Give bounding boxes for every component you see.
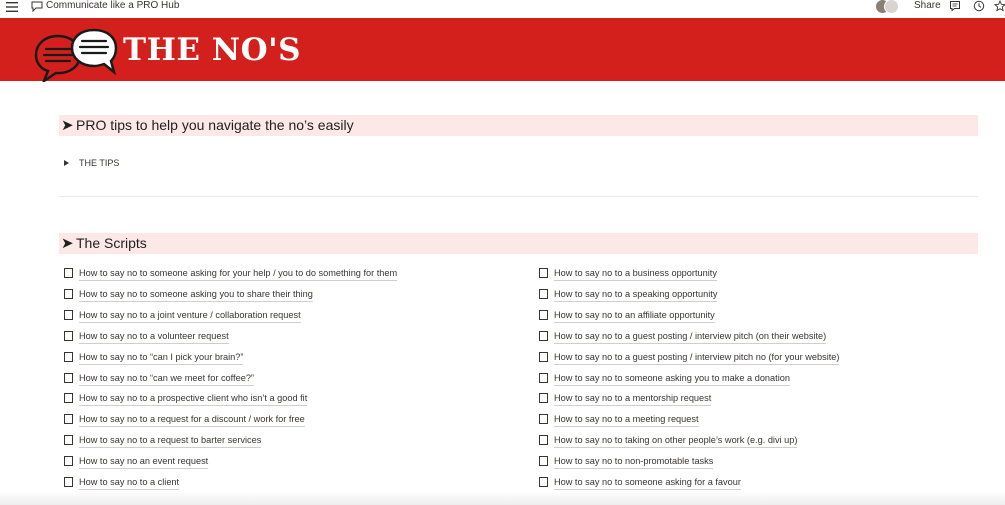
checkbox[interactable]	[539, 352, 548, 362]
script-link[interactable]: How to say no to someone asking for your help / you to do something for them	[79, 266, 397, 281]
script-link[interactable]: How to say no to a prospective client who isn’t a good fit	[79, 391, 307, 406]
arrow-icon: ➤	[61, 235, 74, 252]
speech-bubbles-logo	[34, 28, 118, 82]
checkbox[interactable]	[539, 331, 548, 341]
script-link[interactable]: How to say no to a joint venture / collaboration request	[79, 308, 301, 323]
breadcrumb-page-title[interactable]: Communicate like a PRO Hub	[46, 0, 180, 11]
checkbox[interactable]	[64, 331, 73, 341]
checkbox[interactable]	[64, 393, 73, 403]
speech-bubble-icon	[31, 0, 43, 12]
checkbox[interactable]	[539, 289, 548, 299]
script-link[interactable]: How to say no to taking on other people’s work (e.g. divi up)	[554, 433, 797, 448]
script-link[interactable]: How to say no to a client	[79, 475, 179, 490]
script-link[interactable]: How to say no to “can we meet for coffee?”	[79, 371, 254, 386]
scripts-heading-text: The Scripts	[76, 235, 147, 251]
checkbox[interactable]	[64, 373, 73, 383]
script-link[interactable]: How to say no to non-promotable tasks	[554, 454, 713, 469]
star-icon[interactable]	[994, 0, 1005, 12]
comment-icon[interactable]	[949, 0, 961, 12]
checkbox[interactable]	[64, 289, 73, 299]
tips-heading-text: PRO tips to help you navigate the no’s easily	[76, 117, 354, 133]
script-link[interactable]: How to say no to a mentorship request	[554, 391, 711, 406]
script-link[interactable]: How to say no to a guest posting / interview pitch (on their website)	[554, 329, 826, 344]
checkbox[interactable]	[539, 393, 548, 403]
script-link[interactable]: How to say no an event request	[79, 454, 208, 469]
script-link[interactable]: How to say no to a business opportunity	[554, 266, 717, 281]
script-link[interactable]: How to say no to a meeting request	[554, 412, 699, 427]
script-link[interactable]: How to say no to “can I pick your brain?”	[79, 350, 243, 365]
scripts-heading	[59, 233, 978, 254]
checkbox[interactable]	[539, 414, 548, 424]
script-link[interactable]: How to say no to a speaking opportunity	[554, 287, 717, 302]
script-link[interactable]: How to say no to a request for a discount / work for free	[79, 412, 305, 427]
checkbox[interactable]	[539, 373, 548, 383]
menu-icon[interactable]	[6, 1, 18, 13]
script-link[interactable]: How to say no to someone asking for a favour	[554, 475, 741, 490]
script-link[interactable]: How to say no to someone asking you to make a donation	[554, 371, 790, 386]
banner-title: THE NO'S	[123, 32, 301, 68]
bottom-fade	[0, 491, 1005, 505]
checkbox[interactable]	[64, 310, 73, 320]
avatar	[884, 0, 899, 14]
script-link[interactable]: How to say no to a request to barter services	[79, 433, 261, 448]
share-button[interactable]: Share	[914, 0, 941, 11]
history-icon[interactable]	[973, 0, 985, 12]
checkbox[interactable]	[64, 268, 73, 278]
script-link[interactable]: How to say no to a volunteer request	[79, 329, 229, 344]
top-bar	[0, 0, 1005, 18]
checkbox[interactable]	[64, 435, 73, 445]
collaborator-avatars[interactable]	[875, 0, 905, 13]
arrow-icon: ➤	[61, 117, 74, 134]
checkbox[interactable]	[64, 352, 73, 362]
tips-toggle-label: THE TIPS	[79, 158, 120, 168]
toggle-triangle-icon[interactable]	[64, 160, 69, 166]
tips-heading	[59, 115, 978, 136]
script-link[interactable]: How to say no to a guest posting / interview pitch no (for your website)	[554, 350, 839, 365]
checkbox[interactable]	[539, 310, 548, 320]
checkbox[interactable]	[64, 477, 73, 487]
checkbox[interactable]	[539, 268, 548, 278]
page-cover-banner	[0, 18, 1005, 81]
checkbox[interactable]	[64, 456, 73, 466]
script-link[interactable]: How to say no to someone asking you to share their thing	[79, 287, 313, 302]
divider	[59, 196, 978, 197]
checkbox[interactable]	[64, 414, 73, 424]
checkbox[interactable]	[539, 477, 548, 487]
checkbox[interactable]	[539, 456, 548, 466]
checkbox[interactable]	[539, 435, 548, 445]
script-link[interactable]: How to say no to an affiliate opportunity	[554, 308, 715, 323]
